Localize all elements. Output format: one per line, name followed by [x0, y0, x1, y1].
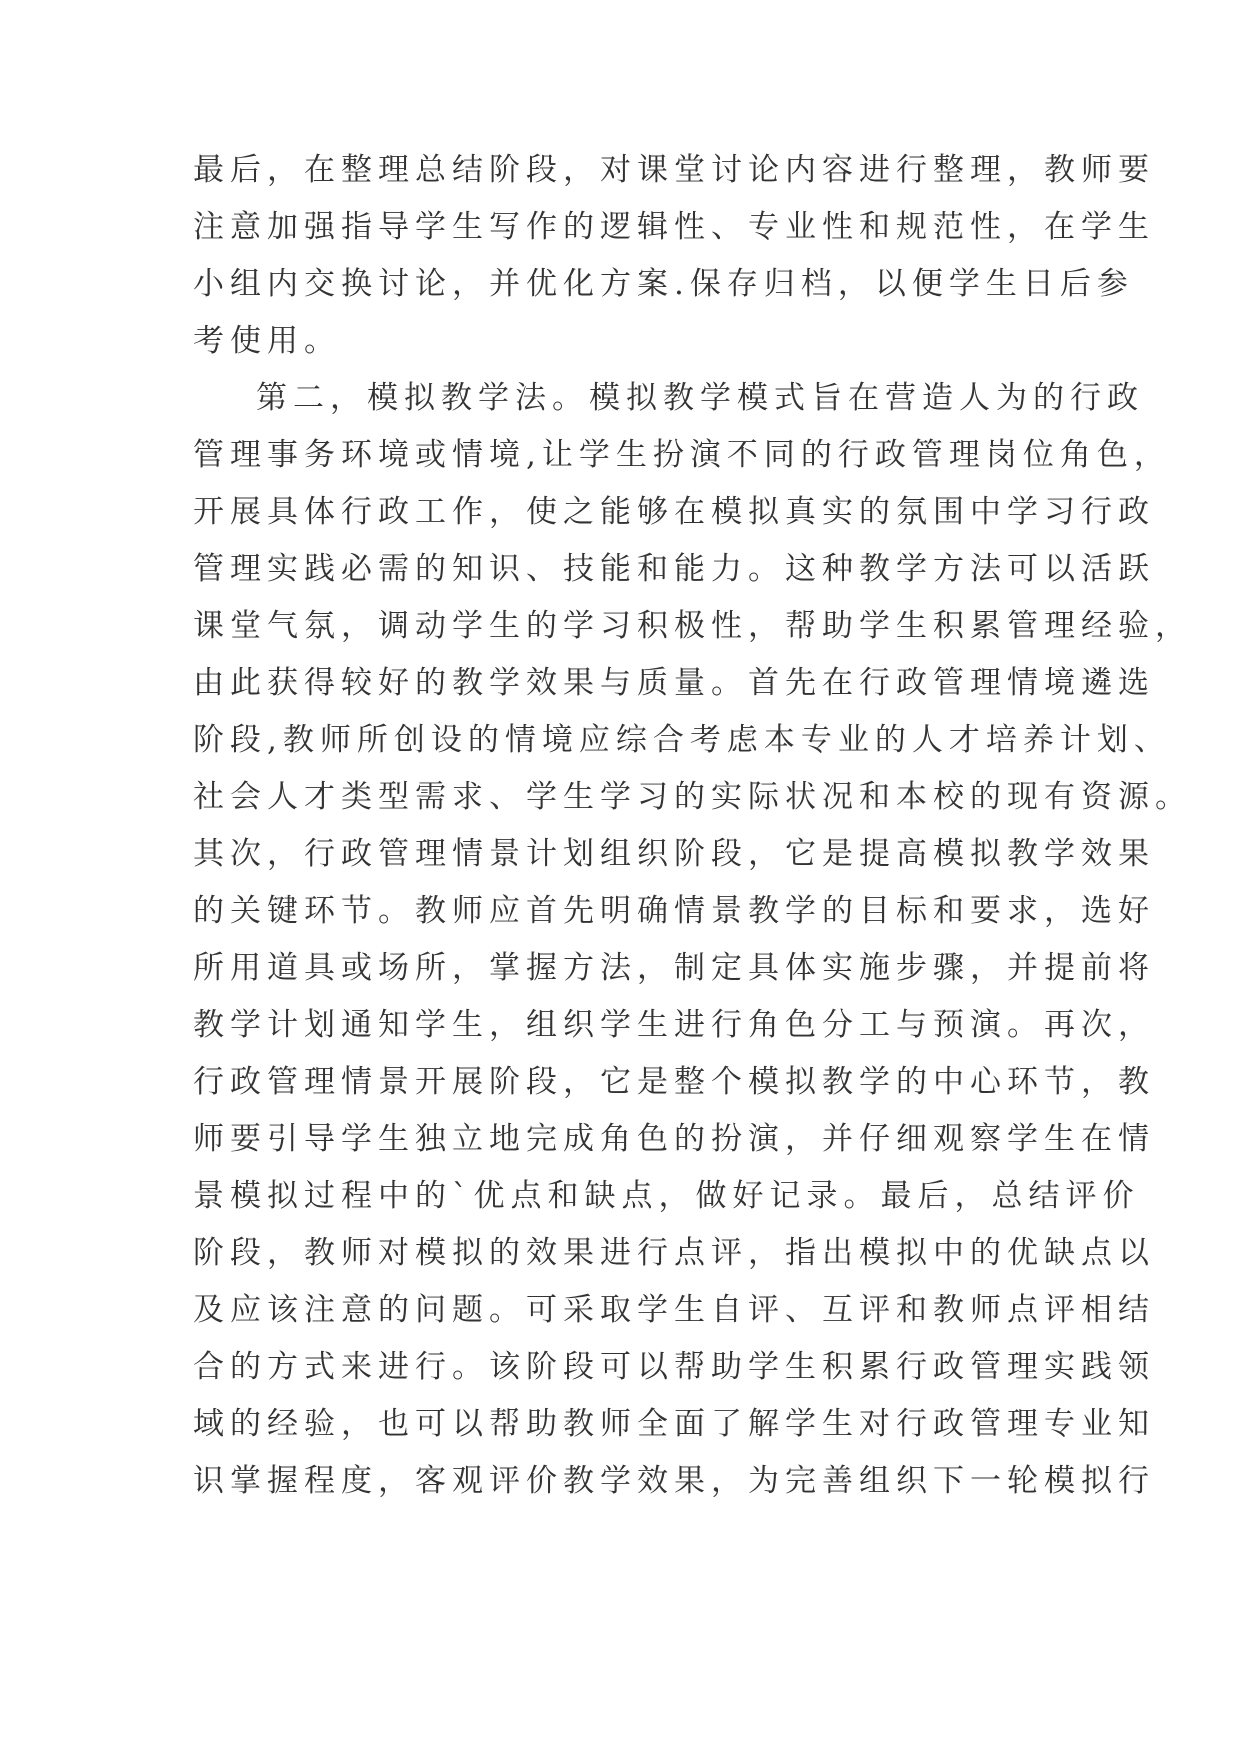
text-line: 最后，在整理总结阶段，对课堂讨论内容进行整理，教师要: [193, 152, 1155, 188]
text-line: 域的经验，也可以帮助教师全面了解学生对行政管理专业知: [193, 1406, 1155, 1442]
text-line: 课堂气氛，调动学生的学习积极性，帮助学生积累管理经验，: [193, 608, 1192, 644]
text-line: 合的方式来进行。该阶段可以帮助学生积累行政管理实践领: [193, 1349, 1155, 1385]
text-line: 阶段，教师对模拟的效果进行点评，指出模拟中的优缺点以: [193, 1235, 1155, 1271]
text-line: 社会人才类型需求、学生学习的实际状况和本校的现有资源。: [193, 779, 1192, 815]
text-line: 的关键环节。教师应首先明确情景教学的目标和要求，选好: [193, 893, 1155, 929]
text-line: 注意加强指导学生写作的逻辑性、专业性和规范性，在学生: [193, 209, 1155, 245]
text-line: 阶段,教师所创设的情境应综合考虑本专业的人才培养计划、: [193, 722, 1171, 758]
text-line: 开展具体行政工作，使之能够在模拟真实的氛围中学习行政: [193, 494, 1155, 530]
text-line: 管理事务环境或情境,让学生扮演不同的行政管理岗位角色，: [193, 437, 1171, 473]
text-line: 管理实践必需的知识、技能和能力。这种教学方法可以活跃: [193, 551, 1155, 587]
text-line: 教学计划通知学生，组织学生进行角色分工与预演。再次，: [193, 1007, 1155, 1043]
paragraph-start-line: 第二，模拟教学法。模拟教学模式旨在营造人为的行政: [256, 380, 1144, 416]
text-line: 师要引导学生独立地完成角色的扮演，并仔细观察学生在情: [193, 1121, 1155, 1157]
text-line: 考使用。: [193, 323, 341, 359]
text-line: 所用道具或场所，掌握方法，制定具体实施步骤，并提前将: [193, 950, 1155, 986]
text-line: 其次，行政管理情景计划组织阶段，它是提高模拟教学效果: [193, 836, 1155, 872]
text-line: 景模拟过程中的`优点和缺点，做好记录。最后，总结评价: [193, 1178, 1140, 1214]
text-line: 小组内交换讨论，并优化方案.保存归档，以便学生日后参: [193, 266, 1134, 302]
text-line: 行政管理情景开展阶段，它是整个模拟教学的中心环节，教: [193, 1064, 1155, 1100]
text-line: 及应该注意的问题。可采取学生自评、互评和教师点评相结: [193, 1292, 1155, 1328]
text-line: 由此获得较好的教学效果与质量。首先在行政管理情境遴选: [193, 665, 1155, 701]
text-line: 识掌握程度，客观评价教学效果，为完善组织下一轮模拟行: [193, 1463, 1155, 1499]
